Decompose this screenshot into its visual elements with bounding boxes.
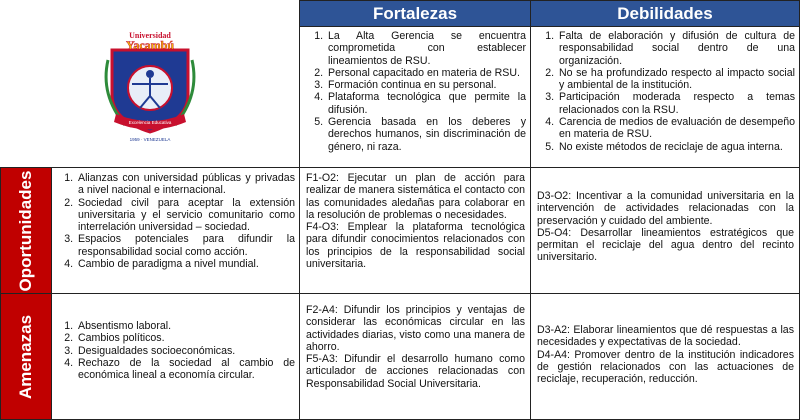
label-opportunities — [0, 167, 52, 294]
fa-strategies-cell — [299, 293, 531, 420]
header-weaknesses: Debilidades — [530, 0, 800, 27]
label-threats-text: Amenazas — [16, 314, 35, 399]
do-strategies-cell — [530, 167, 800, 294]
list-item: 4. Plataforma tecnológica que permite la difusión. — [326, 91, 526, 116]
logo-text-band: Excelencia Educativa — [128, 120, 172, 125]
list-item: 4. Cambio de paradigma a nivel mundial. — [76, 258, 295, 270]
list-item: 1. Absentismo laboral. — [76, 320, 295, 332]
fo-strategies-cell — [299, 167, 531, 294]
header-strengths: Fortalezas — [299, 0, 531, 27]
strategy-do-1: D3-O2: Incentivar a la comunidad universitaria en la intervención de actividades relacionadas con la preservación y cuidado del ambiente. — [537, 190, 794, 227]
threats-list — [56, 320, 295, 381]
threats-cell — [51, 293, 300, 420]
strategy-fo-1: F1-O2: Ejecutar un plan de acción para realizar de manera sistemática el contacto con las comunidades aledañas para colaborar en la resolución de problemas o necesidades. — [306, 172, 525, 221]
weaknesses-list — [537, 30, 795, 153]
strategy-do-2: D5-O4: Desarrollar lineamientos estratégicos que permitan el reciclaje del agua dentro del recinto universitario. — [537, 226, 794, 264]
opportunities-list — [56, 172, 295, 270]
list-item: 2. Personal capacitado en materia de RSU. — [326, 67, 526, 79]
strategy-fa-1: F2-A4: Difundir los principios y ventajas de considerar las económicas circular en las actividades diarias, visto como una manera de ahorro. — [306, 304, 525, 353]
list-item: 4. Carencia de medios de evaluación de desempeño en materia de RSU. — [557, 116, 795, 141]
logo-area — [0, 0, 299, 168]
logo-text-bottom: 1959 · VENEZUELA — [129, 137, 171, 142]
list-item: 2. No se ha profundizado respecto al impacto social y ambiental de la institución. — [557, 67, 795, 92]
strengths-cell — [299, 26, 531, 168]
label-threats — [0, 293, 52, 420]
logo-text-main: Yacambú — [125, 38, 175, 52]
strategy-fo-2: F4-O3: Emplear la plataforma tecnológica para difundir conocimientos relacionados con los principios de la responsabilidad social universitaria. — [306, 221, 525, 271]
list-item: 5. No existe métodos de reciclaje de agua interna. — [557, 141, 795, 153]
strategy-da-2: D4-A4: Promover dentro de la institución indicadores de gestión relacionados con las actuaciones de reciclaje, recuperación, reducción. — [537, 348, 794, 386]
strategy-fa-2: F5-A3: Difundir el desarrollo humano como articulador de acciones relacionadas con Responsabilidad Social Universitaria. — [306, 353, 525, 390]
list-item: 3. Formación continua en su personal. — [326, 79, 526, 91]
strategy-da-1: D3-A2: Elaborar lineamientos que dé respuestas a las necesidades y expectativas de la sociedad. — [537, 324, 794, 349]
list-item: 1. La Alta Gerencia se encuentra comprometida con establecer lineamientos de RSU. — [326, 30, 526, 67]
list-item: 4. Rechazo de la sociedad al cambio de económica lineal a economía circular. — [76, 357, 295, 382]
weaknesses-cell — [530, 26, 800, 168]
label-opportunities-text: Oportunidades — [16, 170, 35, 291]
logo-text-top: Universidad — [129, 31, 171, 40]
list-item: 1. Falta de elaboración y difusión de cultura de responsabilidad social dentro de una organización. — [557, 30, 795, 67]
list-item: 1. Alianzas con universidad públicas y privadas a nivel nacional e internacional. — [76, 172, 295, 197]
da-strategies-cell — [530, 293, 800, 420]
list-item: 2. Sociedad civil para aceptar la extensión universitaria y el servicio comunitario como interrelación universidad – sociedad. — [76, 197, 295, 234]
university-crest-icon — [0, 0, 299, 168]
list-item: 2. Cambios políticos. — [76, 332, 295, 344]
list-item: 3. Espacios potenciales para difundir la responsabilidad social como acción. — [76, 233, 295, 258]
opportunities-cell — [51, 167, 300, 294]
strengths-list — [306, 30, 526, 153]
list-item: 3. Participación moderada respecto a temas relacionados con la RSU. — [557, 91, 795, 116]
list-item: 3. Desigualdades socioeconómicas. — [76, 345, 295, 357]
list-item: 5. Gerencia basada en los deberes y derechos humanos, sin discriminación de género, ni raza. — [326, 116, 526, 153]
